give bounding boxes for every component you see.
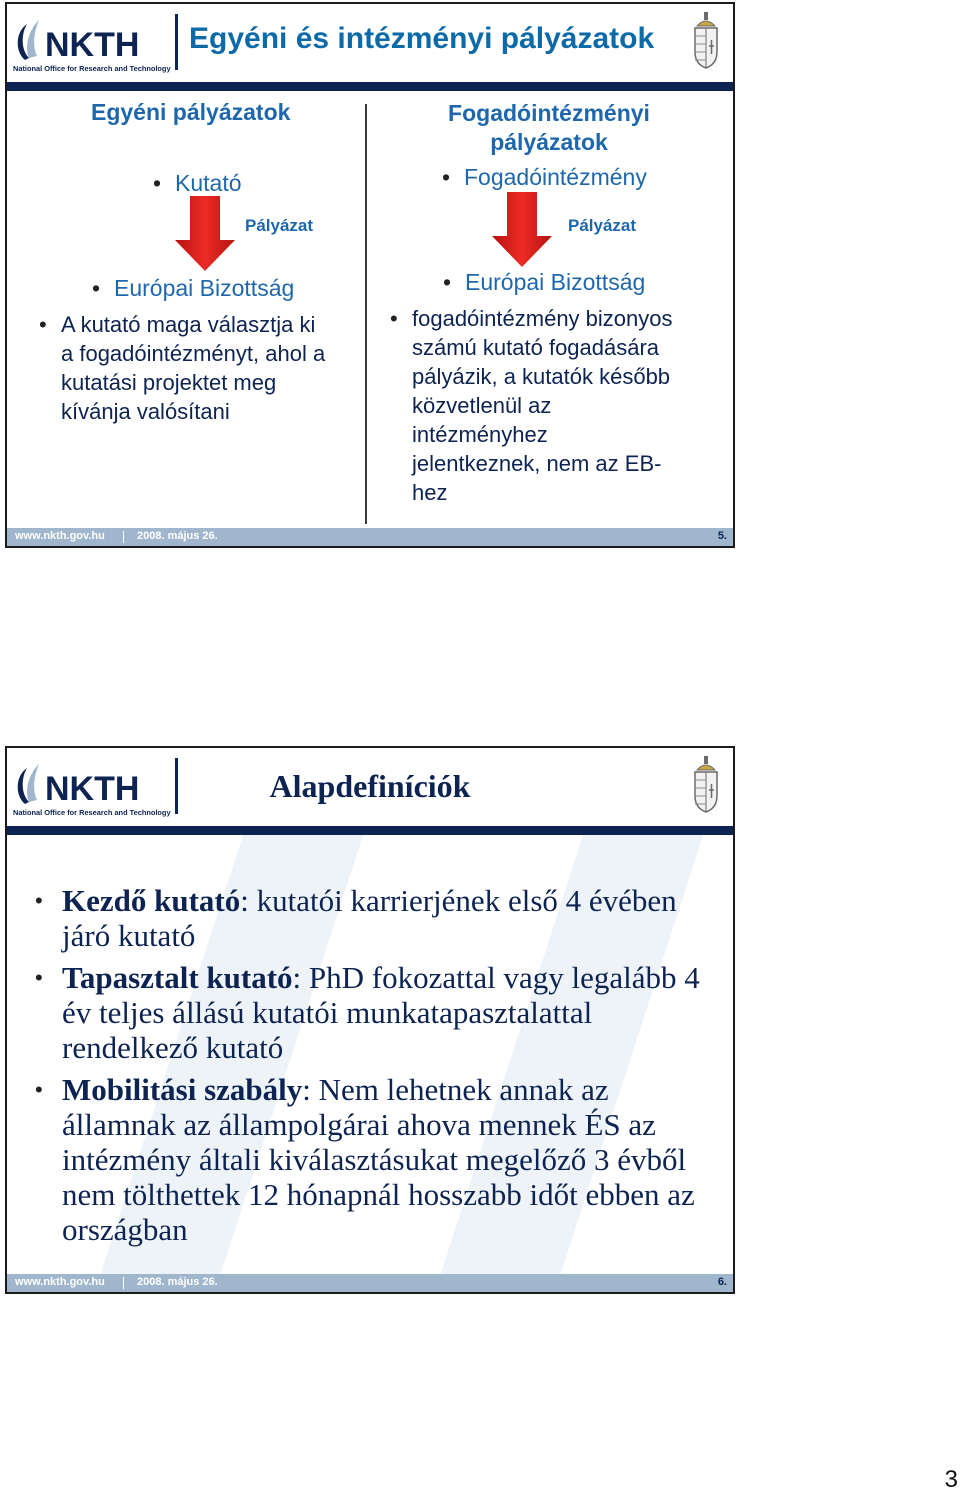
footer-slide-number: 5. (717, 530, 727, 542)
down-arrow-icon (175, 196, 235, 271)
right-bullet-commission: • Európai Bizottság (465, 269, 645, 296)
list-item (62, 1072, 722, 1247)
right-arrow-label: Pályázat (568, 216, 637, 235)
footer-date: 2008. május 26. (137, 530, 218, 542)
definition-term: Mobilitási szabály (62, 1072, 303, 1107)
right-description (412, 304, 673, 507)
right-desc-line: intézményhez (412, 422, 548, 447)
definition-term: Tapasztalt kutató (62, 960, 293, 995)
header-bar (7, 826, 733, 835)
right-desc-line: pályázik, a kutatók később (412, 364, 671, 389)
left-bullet-commission: • Európai Bizottság (114, 275, 294, 302)
logo-wordmark: NKTH (45, 26, 140, 64)
definition-text: : kutatói karrierjének első 4 évében járó kutató (62, 883, 677, 953)
right-desc-line: számú kutató fogadására (412, 335, 660, 360)
logo-divider (175, 14, 178, 70)
column-divider (365, 104, 367, 524)
slide-header (7, 748, 733, 826)
definition-term: Kezdő kutató (62, 883, 241, 918)
left-heading: Egyéni pályázatok (91, 99, 291, 125)
page-number: 3 (944, 1466, 958, 1493)
left-desc-line: • A kutató maga választja ki (61, 312, 316, 337)
logo-tagline: National Office for Research and Technology (13, 808, 171, 817)
right-desc-line: hez (412, 480, 448, 505)
header-bar (7, 82, 733, 91)
slide-header (7, 4, 733, 82)
list-item (62, 960, 722, 1065)
right-heading-line: pályázatok (490, 129, 608, 155)
logo-tagline: National Office for Research and Technology (13, 64, 171, 73)
definition-text: : Nem lehetnek annak az államnak az állampolgárai ahova mennek ÉS az intézmény általi kiválasztásukat megelőző 3 évből nem tölthettek 12 hónapnál hosszabb időt ebben az országban (62, 1072, 695, 1247)
definition-list (62, 883, 722, 1254)
slide-6 (5, 746, 735, 1294)
footer-date: 2008. május 26. (137, 1276, 218, 1288)
slide-title: Alapdefiníciók (269, 768, 471, 804)
left-arrow-label: Pályázat (245, 216, 314, 235)
left-description (61, 310, 325, 426)
slide-footer (7, 528, 733, 546)
right-desc-line: közvetlenül az (412, 393, 552, 418)
right-heading (369, 99, 729, 157)
slide-5 (5, 2, 735, 548)
right-heading-line: Fogadóintézményi (448, 100, 650, 126)
down-arrow-icon (492, 192, 552, 267)
footer-url[interactable]: www.nkth.gov.hu (15, 1276, 105, 1288)
hungarian-crest-icon (691, 10, 721, 72)
right-bullet-host: • Fogadóintézmény (464, 164, 647, 191)
left-desc-line: kívánja valósítani (61, 399, 230, 424)
footer-separator (123, 1277, 124, 1289)
left-desc-line: a fogadóintézményt, ahol a (61, 341, 326, 366)
left-desc-line: kutatási projektet meg (61, 370, 277, 395)
footer-url[interactable]: www.nkth.gov.hu (15, 530, 105, 542)
nkth-logo (11, 8, 171, 76)
definition-text: : PhD fokozattal vagy legalább 4 év teljes állású kutatói munkatapasztalattal rendelkező kutató (62, 960, 700, 1065)
right-desc-line: jelentkeznek, nem az EB- (412, 451, 662, 476)
slide-title: Egyéni és intézményi pályázatok (189, 22, 655, 55)
footer-slide-number: 6. (717, 1276, 727, 1288)
slide-footer (7, 1274, 733, 1292)
footer-separator (123, 531, 124, 543)
left-bullet-researcher: • Kutató (175, 170, 242, 197)
right-desc-line: • fogadóintézmény bizonyos (412, 306, 673, 331)
logo-wordmark: NKTH (45, 770, 140, 808)
hungarian-crest-icon (691, 754, 721, 816)
list-item (62, 883, 722, 953)
